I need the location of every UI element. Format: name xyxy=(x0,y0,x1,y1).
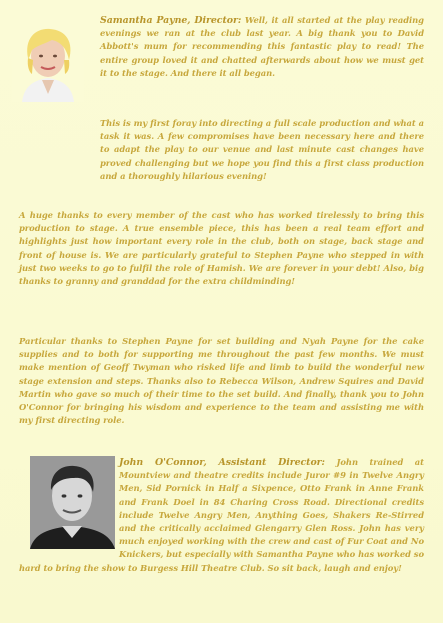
assistant-director-bio xyxy=(19,456,424,575)
assistant-director-name: John O'Connor, Assistant Director: xyxy=(119,457,325,468)
director-paragraph-3: A huge thanks to every member of the cast who has worked tirelessly to bring this production to stage. A true ensemble piece, this has been a real team effort and highlights just how important every role in the club, both on stage, back stage and front of house is. We are particularly grateful to Stephen Payne who stepped in with just two weeks to go to fulfil the role of Hamish. We are forever in your debt! Also, big thanks to granny and granddad for the extra childminding! xyxy=(19,210,424,287)
director-intro-paragraph xyxy=(100,14,424,80)
director-paragraph-4: Particular thanks to Stephen Payne for set building and Nyah Payne for the cake supplies and to both for supporting me throughout the past few months. We must make mention of Geoff Twyman who risked life and limb to build the wonderful new stage extension and steps. Thanks also to Rebecca Wilson, Andrew Squires and David Martin who gave so much of their time to the set build. And finally, thank you to John O'Connor for bringing his wisdom and experience to the team and assisting me with my first directing role. xyxy=(19,336,424,426)
photo-float-spacer xyxy=(19,456,119,556)
assistant-director-bio-text: John trained at Mountview and theatre credits include Juror #9 in Twelve Angry Men, Sid Pornick in Half a Sixpence, Otto Frank in Anne Frank and Frank Doel in 84 Charing Cross Road. Directional credits include Twelve Angry Men, Anything Goes, Shakers Re-Stirred and the critically acclaimed Glengarry Glen Ross. John has very much enjoyed working with the crew and cast of Fur Coat and No Knickers, but especially with Samantha Payne who has worked so hard to bring the show to Burgess Hill Theatre Club. So sit back, laugh and enjoy! xyxy=(19,457,424,573)
director-intro-text: Well, it all started at the play reading evenings we ran at the club last year. A big thank you to David Abbott's mum for recommending this fantastic play to read! The entire group loved it and chatted afterwards about how we must get it to the stage. And there it all began. xyxy=(100,15,424,78)
director-photo xyxy=(12,20,84,102)
director-paragraph-2: This is my first foray into directing a full scale production and what a task it was. A few compromises have been necessary here and there to adapt the play to our venue and last minute cast changes have proved challenging but we hope you find this a first class production and a thoroughly hilarious evening! xyxy=(100,118,424,181)
director-name: Samantha Payne, Director: xyxy=(100,15,242,26)
